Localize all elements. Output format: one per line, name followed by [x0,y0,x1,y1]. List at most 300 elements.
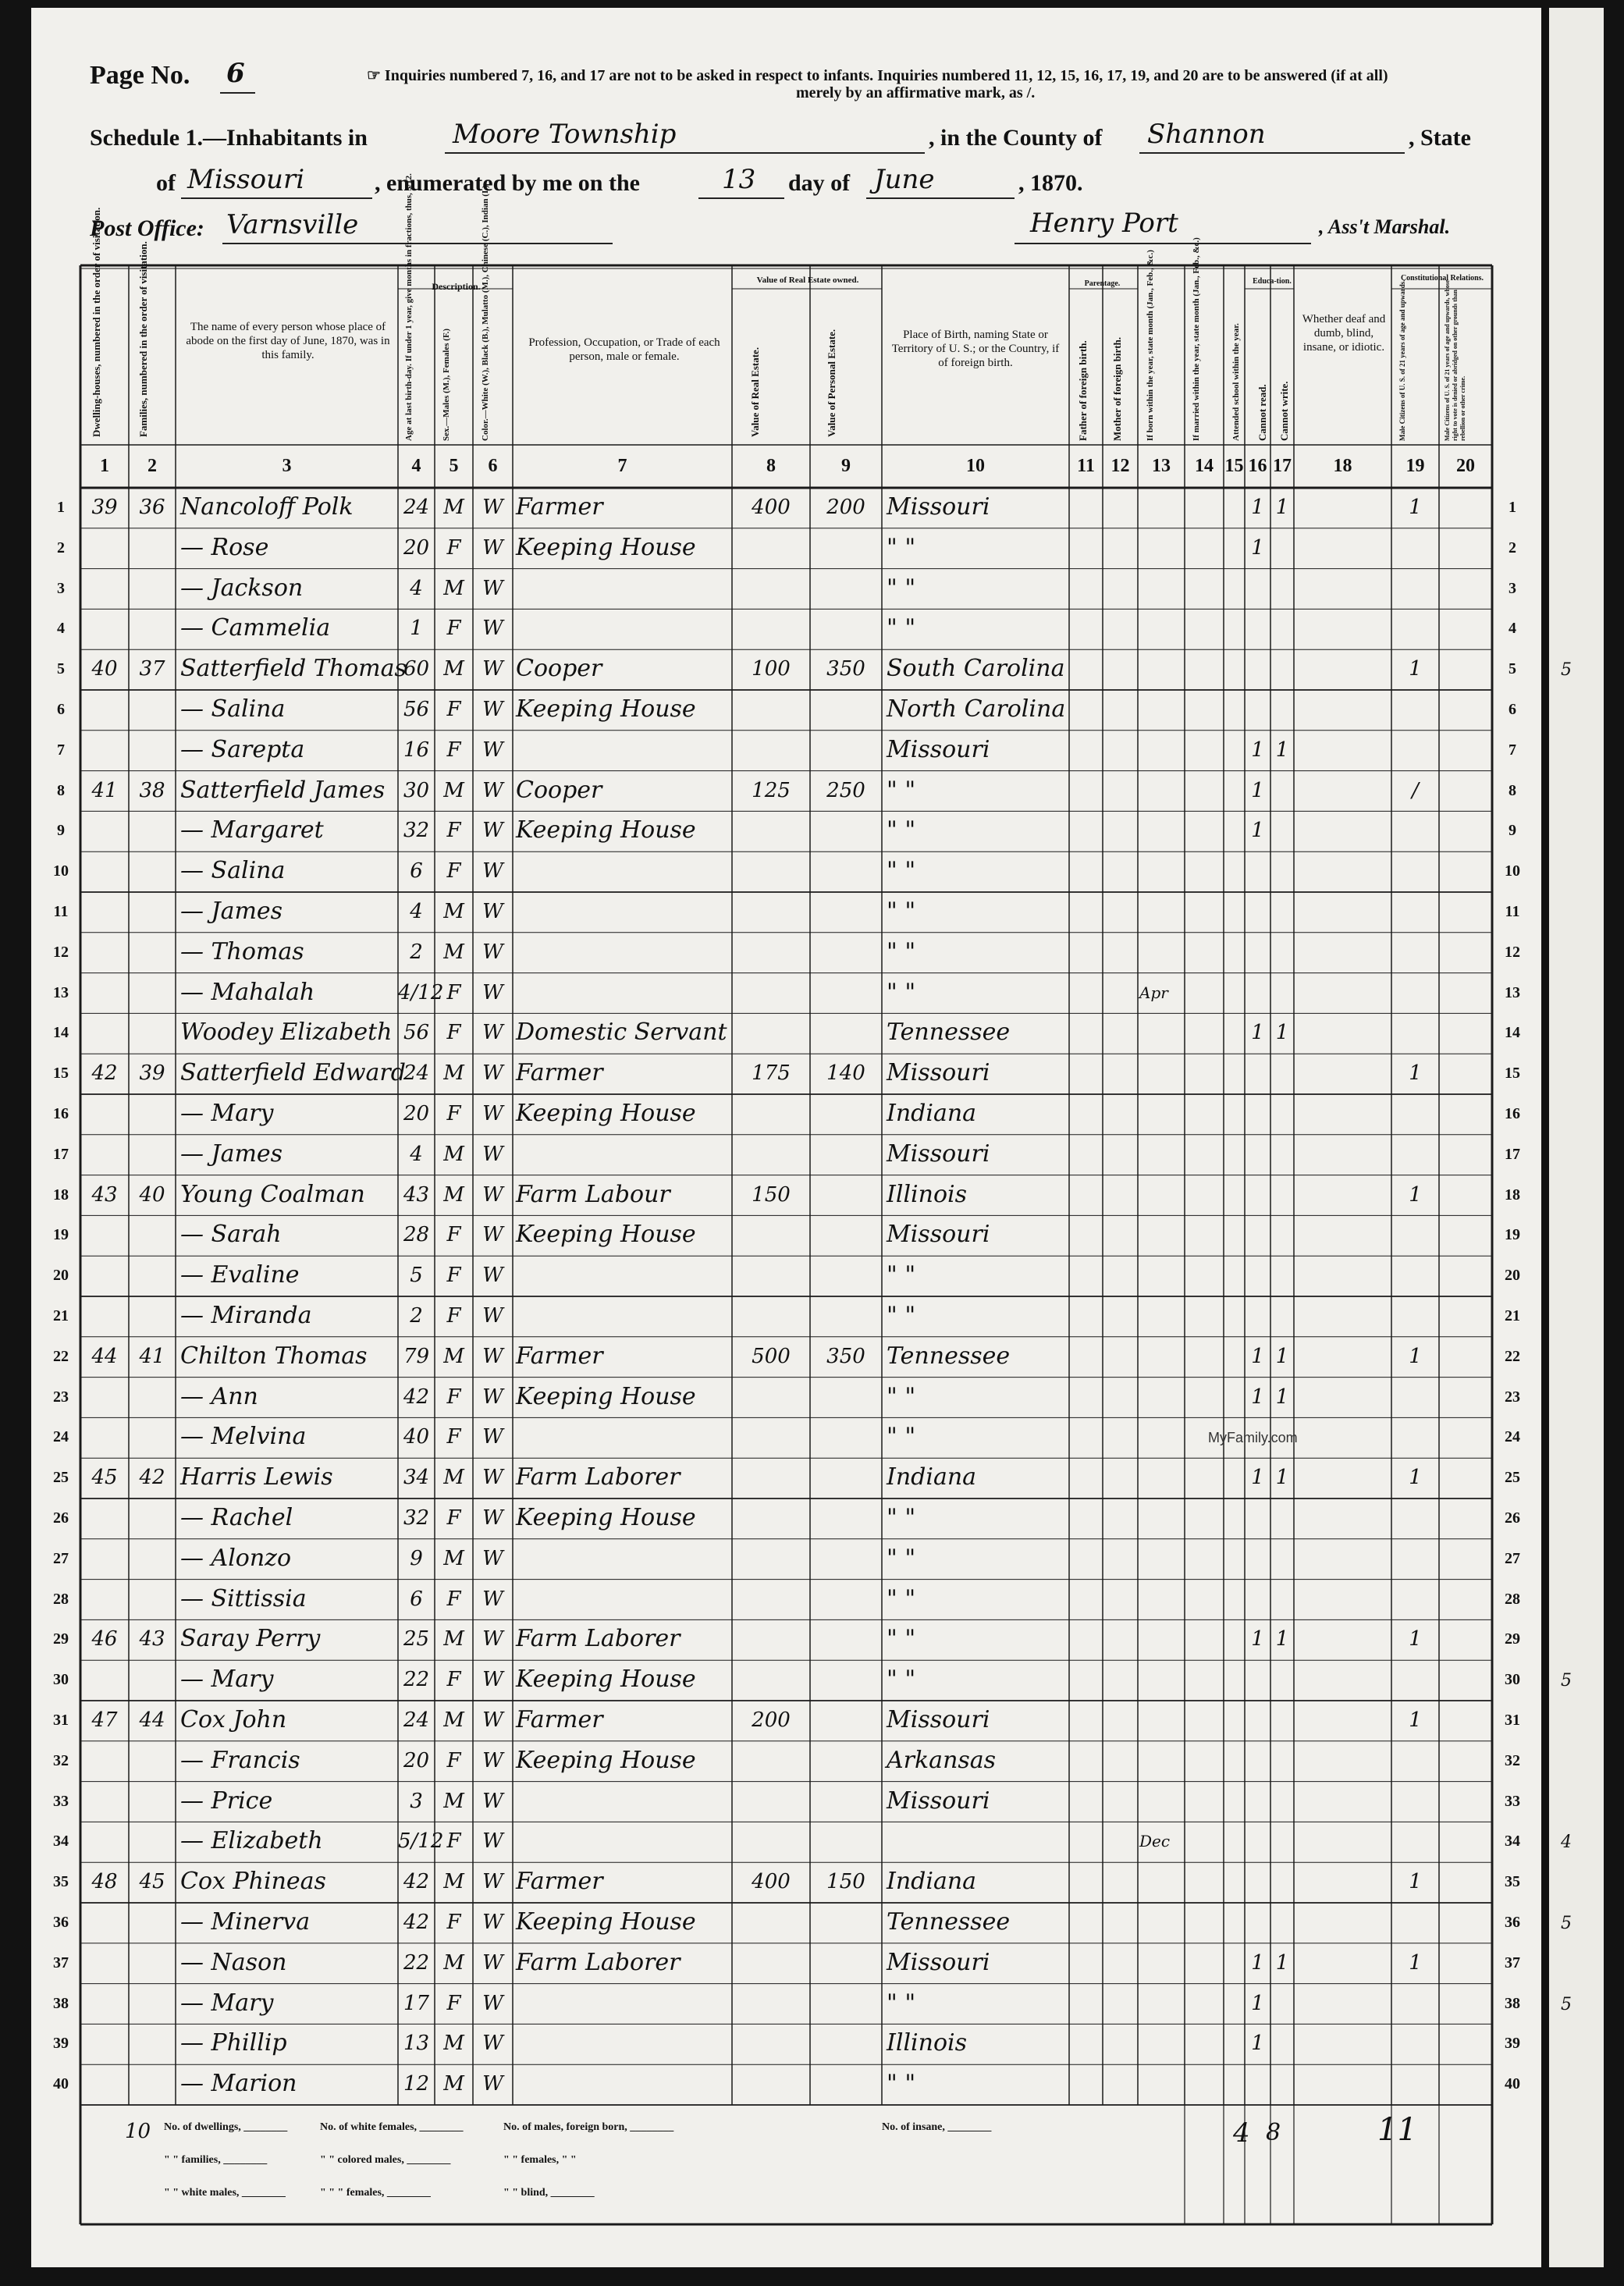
place-of-birth: " " [887,898,916,925]
place-of-birth: Missouri [887,1786,990,1815]
dwelling-number: 42 [91,1061,118,1086]
column-number: 18 [1333,456,1352,476]
color: W [482,617,503,641]
real-estate-value: 200 [752,1708,791,1732]
cannot-read: 1 [1251,1021,1264,1045]
person-name: Satterfield Edward [180,1059,406,1087]
age: 17 [403,1991,430,2015]
color: W [482,1991,503,2015]
footer-no-families: " " families, ________ [164,2154,268,2166]
person-name: — Mary [180,1100,274,1127]
family-number: 44 [139,1708,165,1732]
row-number-right: 19 [1505,1226,1520,1244]
age: 60 [403,657,430,681]
sex: M [443,657,464,681]
real-estate-value: 150 [752,1182,791,1207]
place-of-birth: Indiana [887,1100,977,1127]
row-number-right: 9 [1509,822,1516,840]
personal-estate-value: 350 [826,657,865,681]
sex: F [446,1506,461,1530]
row-number-left: 26 [53,1509,69,1527]
person-name: Nancoloff Polk [180,493,354,521]
age: 13 [403,2032,430,2056]
age: 42 [403,1385,430,1409]
person-name: Chilton Thomas [180,1342,368,1370]
col7-header: Profession, Occupation, or Trade of each person, male or female. [528,336,720,363]
age: 24 [403,496,430,519]
column-number: 17 [1273,456,1292,476]
occupation: Cooper [516,776,602,804]
family-number: 42 [139,1466,165,1490]
color: W [482,1425,503,1449]
color: W [482,1223,503,1247]
row-number-right: 3 [1509,579,1516,597]
male-citizen-21: 1 [1409,1950,1422,1975]
strip-mark: 5 [1561,660,1572,681]
age: 43 [403,1182,430,1207]
row-number-right: 30 [1505,1671,1520,1689]
color: W [482,698,503,721]
row-number-left: 11 [53,903,69,920]
real-estate-value: 125 [752,778,791,802]
sex: M [443,1546,464,1570]
color: W [482,1708,503,1732]
sex: F [446,1668,461,1692]
strip-mark: 5 [1561,1671,1572,1691]
occupation: Farm Laborer [516,1948,681,1976]
occupation: Keeping House [516,1100,696,1127]
row-number-left: 28 [53,1590,69,1608]
enumerated-label: , enumerated by me on the [375,170,640,196]
family-number: 45 [139,1870,165,1894]
footer-no-insane: No. of insane, ________ [882,2121,992,2133]
row-number-left: 35 [53,1873,69,1891]
color: W [482,1466,503,1490]
col4-header: Age at last birth-day. If under 1 year, give months in fractions, thus, 3/12. [404,173,414,441]
color: W [482,2032,503,2056]
person-name: — Alonzo [180,1544,292,1572]
person-name: — Sittissia [180,1584,307,1612]
row-number-left: 6 [57,701,65,718]
age: 22 [403,1668,430,1692]
person-name: — Marion [180,2070,297,2098]
age: 9 [410,1546,423,1570]
column-number: 10 [966,456,985,476]
col15-header: Attended school within the year. [1231,323,1241,441]
col19-header: Male Citizens of U. S. of 21 years of age and upwards. [1398,279,1406,441]
footer-no-white-females: No. of white females, ________ [320,2121,464,2133]
row-number-right: 20 [1505,1267,1520,1285]
occupation: Keeping House [516,1382,696,1410]
born-within-year-month: Dec [1139,1832,1171,1851]
row-number-left: 39 [53,2035,69,2053]
row-number-left: 38 [53,1994,69,2012]
place-of-birth: Indiana [887,1868,977,1896]
age: 3 [410,1789,423,1813]
dwelling-number: 47 [91,1708,118,1732]
strip-mark: 4 [1561,1833,1572,1853]
footer-no-dwellings: No. of dwellings, ________ [164,2121,288,2133]
row-number-right: 4 [1509,620,1516,638]
row-number-left: 8 [57,781,65,799]
age: 12 [403,2072,430,2096]
person-name: Saray Perry [180,1625,321,1653]
cannot-write: 1 [1275,1021,1289,1045]
family-number: 39 [139,1061,165,1086]
row-number-right: 15 [1505,1065,1520,1083]
footer-tally-dwellings: 10 [125,2120,151,2143]
sex: M [443,1708,464,1732]
color: W [482,1506,503,1530]
sex: M [443,778,464,802]
place-of-birth: Illinois [887,2029,968,2057]
age: 30 [403,778,430,802]
male-citizen-21: 1 [1409,1344,1422,1368]
sex: F [446,1385,461,1409]
cannot-read: 1 [1251,1950,1264,1975]
age: 24 [403,1708,430,1732]
place-of-birth: Tennessee [887,1908,1011,1936]
row-number-right: 18 [1505,1186,1520,1203]
footer-no-females-foreign: " " females, " " [503,2154,577,2166]
column-number: 19 [1405,456,1425,476]
color: W [482,657,503,681]
footer-tally-19: 11 [1377,2112,1417,2148]
column-number: 13 [1152,456,1171,476]
footer-no-blind: " " blind, ________ [503,2187,595,2199]
col5-header: Sex.—Males (M.), Females (F.) [442,328,451,441]
occupation: Farm Laborer [516,1625,681,1653]
male-citizen-21: 1 [1409,1061,1422,1086]
family-number: 40 [139,1182,165,1207]
column-number: 15 [1224,456,1244,476]
cannot-read: 1 [1251,535,1264,560]
color: W [482,1142,503,1166]
marshal-name: Henry Port [1030,208,1178,239]
row-number-left: 22 [53,1347,69,1365]
value-group-header: Value of Real Estate owned. [756,276,859,285]
place-of-birth: North Carolina [887,695,1066,723]
age: 20 [403,535,430,560]
color: W [482,1102,503,1125]
row-number-left: 30 [53,1671,69,1689]
age: 20 [403,1102,430,1125]
color: W [482,2072,503,2096]
sex: M [443,1627,464,1651]
column-number: 9 [841,456,851,476]
row-number-left: 2 [57,539,65,556]
place-of-birth: " " [887,533,916,561]
row-number-right: 35 [1505,1873,1520,1891]
sex: F [446,859,461,883]
age: 32 [403,819,430,843]
personal-estate-value: 150 [826,1870,865,1894]
occupation: Keeping House [516,1221,696,1249]
row-number-left: 25 [53,1469,69,1487]
col6-header: Color.—White (W.), Black (B.), Mulatto (M.), Chinese (C.), Indian (I.) [481,185,490,441]
of-label: of [156,170,176,196]
occupation: Keeping House [516,533,696,561]
place-of-birth: " " [887,1504,916,1531]
color: W [482,1344,503,1368]
row-number-right: 8 [1509,781,1516,799]
color: W [482,1182,503,1207]
age: 79 [403,1344,430,1368]
cannot-read: 1 [1251,1627,1264,1651]
row-number-right: 24 [1505,1428,1520,1446]
person-name: — Margaret [180,816,324,844]
parentage-group-header: Parentage. [1084,279,1121,288]
personal-estate-value: 140 [826,1061,865,1086]
color: W [482,1829,503,1854]
place-of-birth: " " [887,857,916,885]
sex: M [443,1061,464,1086]
cannot-write: 1 [1275,738,1289,762]
page-label: Page No. [90,61,190,90]
color: W [482,940,503,964]
occupation: Keeping House [516,816,696,844]
real-estate-value: 400 [752,1870,791,1894]
description-group-header: Description. [432,281,481,292]
male-citizen-21: 1 [1409,496,1422,519]
person-name: — Miranda [180,1302,312,1329]
place-of-birth: " " [887,574,916,602]
cannot-read: 1 [1251,1344,1264,1368]
age: 4 [410,900,423,923]
person-name: — Melvina [180,1423,307,1451]
place-of-birth: Illinois [887,1180,968,1208]
row-number-left: 18 [53,1186,69,1203]
row-number-right: 29 [1505,1630,1520,1648]
col18-header: Whether deaf and dumb, blind, insane, or idiotic. [1302,313,1386,354]
occupation: Keeping House [516,695,696,723]
place-of-birth: " " [887,2070,916,2098]
column-number: 8 [766,456,776,476]
dwelling-number: 39 [91,496,118,519]
row-number-right: 38 [1505,1994,1520,2012]
age: 25 [403,1627,430,1651]
place-of-birth: " " [887,1423,916,1451]
place-of-birth: " " [887,816,916,844]
place-of-birth: Tennessee [887,1019,1011,1047]
color: W [482,900,503,923]
sex: M [443,900,464,923]
person-name: — Francis [180,1746,300,1774]
col10-header: Place of Birth, naming State or Territory of U. S.; or the Country, if of foreign birth. [891,329,1060,369]
occupation: Keeping House [516,1746,696,1774]
row-number-left: 5 [57,660,65,678]
column-number: 6 [488,456,498,476]
occupation: Farmer [516,1868,603,1896]
row-number-left: 17 [53,1145,69,1163]
cannot-write: 1 [1275,1385,1289,1409]
age: 6 [410,1587,423,1611]
col9-header: Value of Personal Estate. [826,329,837,437]
col16-header: Cannot read. [1256,384,1268,441]
sex: M [443,1789,464,1813]
occupation: Farm Laborer [516,1463,681,1491]
instructions-line-1: ☞ Inquiries numbered 7, 16, and 17 are not to be asked in respect to infants. Inquiries numbered 11, 12, 15, 16, 17, 19, and 20 are to be answered (if at all) [367,67,1388,84]
color: W [482,496,503,519]
real-estate-value: 175 [752,1061,791,1086]
male-citizen-21: 1 [1409,1627,1422,1651]
sex: M [443,1950,464,1975]
cannot-read: 1 [1251,819,1264,843]
dwelling-number: 44 [91,1344,118,1368]
real-estate-value: 400 [752,496,791,519]
color: W [482,576,503,600]
person-name: Harris Lewis [180,1463,333,1491]
footer-no-colored-males: " " colored males, ________ [320,2154,451,2166]
education-group-header: Educa-tion. [1253,277,1292,286]
personal-estate-value: 250 [826,778,865,802]
row-number-right: 14 [1505,1024,1520,1042]
occupation: Keeping House [516,1908,696,1936]
col11-header: Father of foreign birth. [1077,340,1089,441]
sex: F [446,535,461,560]
col2-header: Families, numbered in the order of visitation. [137,241,149,437]
page-number: 6 [226,58,245,89]
place-of-birth: " " [887,1584,916,1612]
sex: F [446,1223,461,1247]
row-number-left: 16 [53,1105,69,1122]
sex: F [446,1829,461,1854]
age: 40 [403,1425,430,1449]
person-name: — Cammelia [180,614,331,642]
schedule-label: Schedule 1.—Inhabitants in [90,125,368,151]
county-value: Shannon [1147,119,1266,150]
row-number-left: 29 [53,1630,69,1648]
sex: M [443,2072,464,2096]
cannot-read: 1 [1251,2032,1264,2056]
occupation: Keeping House [516,1666,696,1694]
row-number-right: 7 [1509,741,1516,759]
row-number-right: 22 [1505,1347,1520,1365]
person-name: Satterfield Thomas [180,655,407,683]
cannot-write: 1 [1275,1344,1289,1368]
place-of-birth: Missouri [887,1706,990,1733]
real-estate-value: 500 [752,1344,791,1368]
sex: M [443,1182,464,1207]
row-number-left: 19 [53,1226,69,1244]
strip-mark: 5 [1561,1914,1572,1933]
born-within-year-month: Apr [1139,983,1168,1002]
sex: F [446,1425,461,1449]
place-of-birth: " " [887,978,916,1006]
sex: M [443,2032,464,2056]
column-number: 7 [617,456,627,476]
column-number: 14 [1195,456,1214,476]
person-name: — Nason [180,1948,287,1976]
person-name: — Phillip [180,2029,287,2057]
person-name: Woodey Elizabeth [180,1019,393,1047]
state-value: Missouri [187,164,305,195]
person-name: — Evaline [180,1261,300,1289]
color: W [482,1385,503,1409]
row-number-left: 12 [53,943,69,961]
occupation: Farm Labour [516,1180,670,1208]
column-number: 16 [1248,456,1267,476]
color: W [482,1668,503,1692]
person-name: Cox Phineas [180,1868,326,1896]
sex: F [446,738,461,762]
row-number-right: 31 [1505,1712,1520,1729]
dwelling-number: 40 [91,657,118,681]
place-of-birth: " " [887,1544,916,1572]
place-of-birth: Indiana [887,1463,977,1491]
personal-estate-value: 200 [826,496,865,519]
row-number-right: 33 [1505,1792,1520,1810]
occupation: Domestic Servant [516,1019,727,1047]
footer-tally-15: 4 [1233,2117,1250,2149]
age: 28 [403,1223,430,1247]
row-number-left: 13 [53,983,69,1001]
sex: F [446,1587,461,1611]
row-number-left: 37 [53,1954,69,1971]
color: W [482,1061,503,1086]
person-name: — Ann [180,1382,258,1410]
row-number-right: 23 [1505,1388,1520,1406]
color: W [482,778,503,802]
person-name: — Minerva [180,1908,311,1936]
row-number-right: 26 [1505,1509,1520,1527]
column-number: 12 [1111,456,1130,476]
column-number: 5 [449,456,459,476]
sex: F [446,1304,461,1328]
color: W [482,1264,503,1288]
col13-header: If born within the year, state month (Jan., Feb., &c.) [1146,250,1155,441]
cannot-read: 1 [1251,1385,1264,1409]
color: W [482,819,503,843]
row-number-right: 34 [1505,1833,1520,1850]
color: W [482,1789,503,1813]
row-number-left: 14 [53,1024,69,1042]
row-number-left: 27 [53,1549,69,1567]
age: 4 [410,576,423,600]
row-number-right: 16 [1505,1105,1520,1122]
male-citizen-21: 1 [1409,657,1422,681]
state-label: , State [1409,125,1471,151]
male-citizen-21: 1 [1409,1466,1422,1490]
row-number-right: 37 [1505,1954,1520,1971]
post-office-value: Varnsville [226,209,359,240]
person-name: — Salina [180,695,286,723]
place-of-birth: Missouri [887,1139,990,1168]
dwelling-number: 48 [91,1870,118,1894]
row-number-left: 36 [53,1914,69,1931]
row-number-right: 28 [1505,1590,1520,1608]
place-of-birth: Missouri [887,735,990,763]
person-name: — Rose [180,533,269,561]
person-name: — Price [180,1786,273,1815]
day-of-label: day of [788,170,851,196]
column-number: 4 [411,456,421,476]
personal-estate-value: 350 [826,1344,865,1368]
person-name: Cox John [180,1706,287,1733]
row-number-left: 23 [53,1388,69,1406]
sex: F [446,1748,461,1772]
year-label: , 1870. [1018,170,1083,196]
sex: F [446,1911,461,1934]
county-label: , in the County of [929,125,1103,151]
col17-header: Cannot write. [1278,381,1290,441]
col14-header: If married within the year, state month (Jan., Feb., &c.) [1192,237,1201,441]
sex: F [446,819,461,843]
instructions-line-2: merely by an affirmative mark, as /. [796,84,1036,101]
color: W [482,738,503,762]
person-name: — Salina [180,857,286,885]
row-number-left: 40 [53,2075,69,2093]
